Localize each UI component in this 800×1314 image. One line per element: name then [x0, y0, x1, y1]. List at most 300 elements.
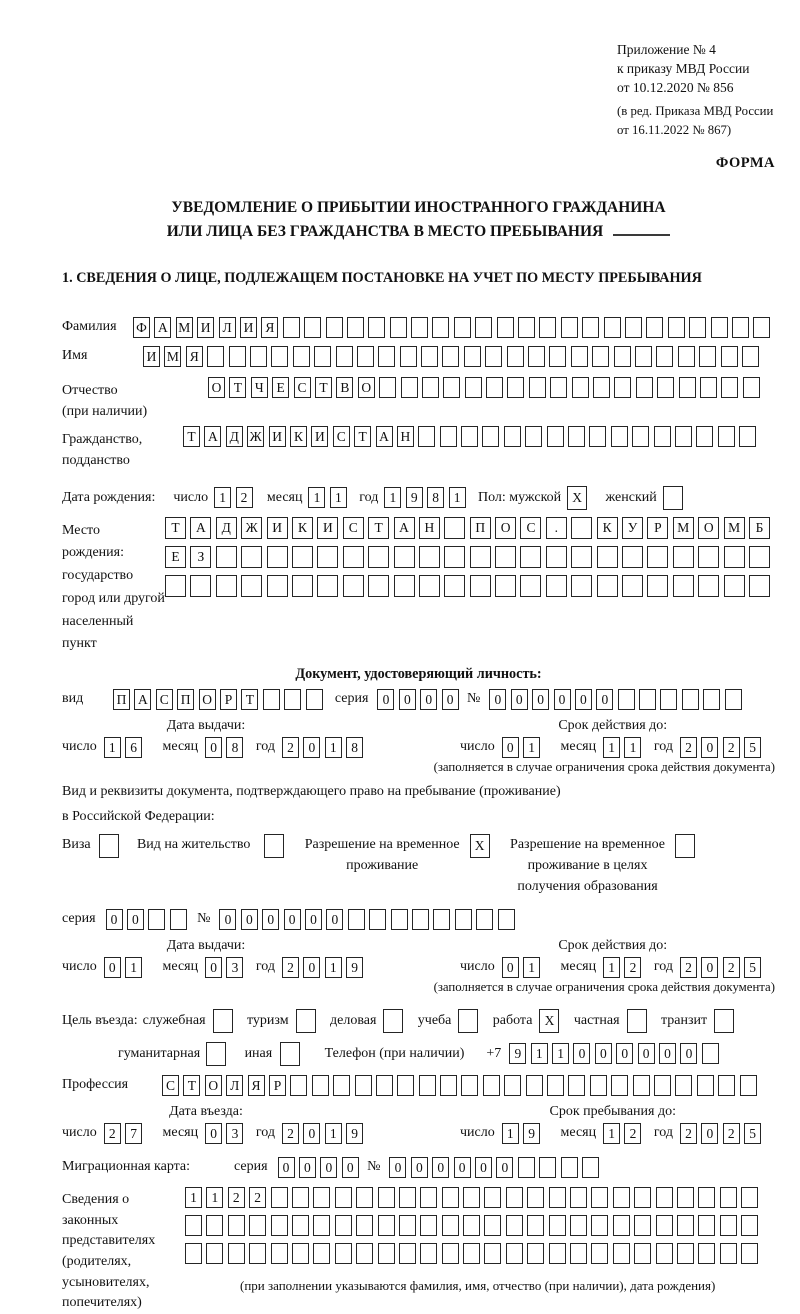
char-cell[interactable] [271, 1187, 288, 1208]
char-cell[interactable] [348, 909, 365, 930]
char-cell[interactable] [378, 1187, 395, 1208]
char-cell[interactable]: 9 [509, 1043, 526, 1064]
char-cell[interactable]: А [190, 517, 211, 539]
char-cell[interactable] [391, 909, 408, 930]
char-cell[interactable]: 9 [406, 487, 423, 508]
char-cell[interactable] [418, 426, 435, 447]
char-cell[interactable]: 0 [454, 1157, 471, 1178]
char-cell[interactable] [656, 1243, 673, 1264]
char-cell[interactable]: Т [241, 689, 258, 710]
char-cell[interactable] [614, 377, 631, 398]
checkbox-cell[interactable] [714, 1009, 734, 1033]
char-cell[interactable]: Р [647, 517, 668, 539]
char-cell[interactable] [433, 909, 450, 930]
char-cell[interactable]: . [546, 517, 567, 539]
char-cell[interactable] [675, 426, 692, 447]
char-cell[interactable]: 2 [282, 737, 299, 758]
char-cell[interactable]: Е [272, 377, 289, 398]
char-cell[interactable]: К [290, 426, 307, 447]
char-cell[interactable]: 0 [399, 689, 416, 710]
char-cell[interactable] [618, 689, 635, 710]
char-cell[interactable]: 0 [303, 957, 320, 978]
char-cell[interactable] [742, 346, 759, 367]
char-cell[interactable] [526, 1075, 543, 1096]
char-cell[interactable] [549, 1187, 566, 1208]
char-cell[interactable]: 0 [389, 1157, 406, 1178]
char-cell[interactable] [668, 317, 685, 338]
char-cell[interactable]: 1 [603, 1123, 620, 1144]
char-cell[interactable] [527, 1215, 544, 1236]
char-cell[interactable] [399, 1215, 416, 1236]
char-cell[interactable]: Т [165, 517, 186, 539]
char-cell[interactable]: 0 [303, 1123, 320, 1144]
char-cell[interactable] [314, 346, 331, 367]
char-cell[interactable] [356, 1243, 373, 1264]
char-cell[interactable] [570, 1215, 587, 1236]
char-cell[interactable]: И [311, 426, 328, 447]
char-cell[interactable] [475, 317, 492, 338]
char-cell[interactable] [347, 317, 364, 338]
char-cell[interactable]: 2 [249, 1187, 266, 1208]
char-cell[interactable] [476, 909, 493, 930]
char-cell[interactable] [696, 426, 713, 447]
char-cell[interactable] [525, 426, 542, 447]
checkbox-cell[interactable] [627, 1009, 647, 1033]
char-cell[interactable] [660, 689, 677, 710]
char-cell[interactable] [376, 1075, 393, 1096]
char-cell[interactable] [148, 909, 165, 930]
char-cell[interactable] [461, 426, 478, 447]
char-cell[interactable] [725, 689, 742, 710]
char-cell[interactable] [604, 317, 621, 338]
char-cell[interactable]: 0 [502, 957, 519, 978]
char-cell[interactable]: Д [216, 517, 237, 539]
char-cell[interactable] [506, 1187, 523, 1208]
char-cell[interactable] [571, 575, 592, 597]
char-cell[interactable] [304, 317, 321, 338]
char-cell[interactable]: 2 [104, 1123, 121, 1144]
char-cell[interactable] [549, 1243, 566, 1264]
char-cell[interactable]: Н [419, 517, 440, 539]
char-cell[interactable]: 0 [489, 689, 506, 710]
char-cell[interactable] [700, 377, 717, 398]
char-cell[interactable]: 1 [384, 487, 401, 508]
char-cell[interactable] [656, 1187, 673, 1208]
char-cell[interactable]: 1 [531, 1043, 548, 1064]
char-cell[interactable]: 0 [104, 957, 121, 978]
char-cell[interactable]: Ч [251, 377, 268, 398]
char-cell[interactable] [284, 689, 301, 710]
char-cell[interactable] [590, 1075, 607, 1096]
char-cell[interactable]: 9 [346, 957, 363, 978]
char-cell[interactable] [721, 346, 738, 367]
char-cell[interactable]: 0 [575, 689, 592, 710]
char-cell[interactable]: 1 [552, 1043, 569, 1064]
char-cell[interactable] [507, 346, 524, 367]
char-cell[interactable] [679, 377, 696, 398]
char-cell[interactable] [422, 377, 439, 398]
char-cell[interactable] [454, 317, 471, 338]
char-cell[interactable] [271, 1243, 288, 1264]
char-cell[interactable]: 0 [127, 909, 144, 930]
char-cell[interactable] [399, 1187, 416, 1208]
char-cell[interactable] [421, 346, 438, 367]
char-cell[interactable]: К [292, 517, 313, 539]
char-cell[interactable] [461, 1075, 478, 1096]
char-cell[interactable]: 0 [638, 1043, 655, 1064]
char-cell[interactable]: 1 [325, 957, 342, 978]
char-cell[interactable]: А [154, 317, 171, 338]
char-cell[interactable] [411, 317, 428, 338]
char-cell[interactable] [463, 1187, 480, 1208]
char-cell[interactable] [440, 426, 457, 447]
char-cell[interactable]: 0 [502, 737, 519, 758]
char-cell[interactable] [228, 1215, 245, 1236]
char-cell[interactable]: 0 [596, 689, 613, 710]
char-cell[interactable]: 8 [427, 487, 444, 508]
char-cell[interactable] [613, 1187, 630, 1208]
char-cell[interactable] [699, 346, 716, 367]
char-cell[interactable] [263, 689, 280, 710]
char-cell[interactable] [568, 426, 585, 447]
char-cell[interactable] [740, 1075, 757, 1096]
char-cell[interactable] [639, 689, 656, 710]
char-cell[interactable]: О [205, 1075, 222, 1096]
char-cell[interactable] [724, 546, 745, 568]
char-cell[interactable] [216, 546, 237, 568]
char-cell[interactable] [682, 689, 699, 710]
char-cell[interactable]: 0 [205, 737, 222, 758]
char-cell[interactable]: 0 [420, 689, 437, 710]
checkbox-cell[interactable]: X [539, 1009, 559, 1033]
char-cell[interactable]: Ж [247, 426, 264, 447]
char-cell[interactable]: 0 [205, 1123, 222, 1144]
char-cell[interactable] [455, 909, 472, 930]
char-cell[interactable] [711, 317, 728, 338]
char-cell[interactable]: О [698, 517, 719, 539]
char-cell[interactable] [379, 377, 396, 398]
char-cell[interactable] [507, 377, 524, 398]
char-cell[interactable] [529, 377, 546, 398]
char-cell[interactable] [290, 1075, 307, 1096]
char-cell[interactable] [378, 1215, 395, 1236]
checkbox-cell[interactable] [213, 1009, 233, 1033]
char-cell[interactable]: 2 [624, 1123, 641, 1144]
char-cell[interactable]: 0 [680, 1043, 697, 1064]
char-cell[interactable] [720, 1243, 737, 1264]
char-cell[interactable]: Ж [241, 517, 262, 539]
char-cell[interactable] [482, 426, 499, 447]
char-cell[interactable]: С [156, 689, 173, 710]
char-cell[interactable]: 1 [449, 487, 466, 508]
char-cell[interactable] [570, 1243, 587, 1264]
char-cell[interactable] [241, 546, 262, 568]
char-cell[interactable] [432, 317, 449, 338]
char-cell[interactable]: П [177, 689, 194, 710]
char-cell[interactable] [589, 426, 606, 447]
char-cell[interactable]: 0 [496, 1157, 513, 1178]
char-cell[interactable] [335, 1243, 352, 1264]
char-cell[interactable] [271, 1215, 288, 1236]
char-cell[interactable] [442, 1243, 459, 1264]
char-cell[interactable] [697, 1075, 714, 1096]
char-cell[interactable] [739, 426, 756, 447]
char-cell[interactable] [206, 1243, 223, 1264]
char-cell[interactable] [368, 546, 389, 568]
char-cell[interactable] [378, 1243, 395, 1264]
char-cell[interactable] [207, 346, 224, 367]
char-cell[interactable]: Я [248, 1075, 265, 1096]
char-cell[interactable] [464, 346, 481, 367]
char-cell[interactable] [497, 317, 514, 338]
char-cell[interactable] [442, 1187, 459, 1208]
char-cell[interactable] [622, 575, 643, 597]
char-cell[interactable]: 2 [680, 1123, 697, 1144]
char-cell[interactable] [657, 377, 674, 398]
char-cell[interactable] [549, 346, 566, 367]
char-cell[interactable]: 5 [744, 1123, 761, 1144]
char-cell[interactable] [356, 1187, 373, 1208]
char-cell[interactable]: Р [220, 689, 237, 710]
char-cell[interactable]: 2 [680, 957, 697, 978]
char-cell[interactable] [632, 426, 649, 447]
char-cell[interactable] [654, 426, 671, 447]
char-cell[interactable] [527, 1187, 544, 1208]
char-cell[interactable]: 0 [554, 689, 571, 710]
char-cell[interactable] [249, 1215, 266, 1236]
char-cell[interactable]: 0 [303, 737, 320, 758]
char-cell[interactable] [718, 1075, 735, 1096]
char-cell[interactable] [656, 346, 673, 367]
char-cell[interactable]: 1 [603, 737, 620, 758]
char-cell[interactable]: 2 [236, 487, 253, 508]
char-cell[interactable] [250, 346, 267, 367]
char-cell[interactable] [702, 1043, 719, 1064]
char-cell[interactable] [518, 317, 535, 338]
char-cell[interactable] [724, 575, 745, 597]
char-cell[interactable] [313, 1243, 330, 1264]
char-cell[interactable]: 0 [320, 1157, 337, 1178]
char-cell[interactable] [698, 546, 719, 568]
char-cell[interactable]: Б [749, 517, 770, 539]
checkbox-cell[interactable] [383, 1009, 403, 1033]
char-cell[interactable] [732, 317, 749, 338]
char-cell[interactable] [394, 575, 415, 597]
char-cell[interactable]: 2 [680, 737, 697, 758]
char-cell[interactable] [698, 1243, 715, 1264]
char-cell[interactable]: 1 [624, 737, 641, 758]
char-cell[interactable] [698, 1187, 715, 1208]
char-cell[interactable] [442, 1215, 459, 1236]
char-cell[interactable] [718, 426, 735, 447]
char-cell[interactable]: А [394, 517, 415, 539]
char-cell[interactable]: 6 [125, 737, 142, 758]
char-cell[interactable]: 1 [325, 737, 342, 758]
char-cell[interactable] [656, 1215, 673, 1236]
checkbox-cell[interactable] [296, 1009, 316, 1033]
char-cell[interactable] [633, 1075, 650, 1096]
char-cell[interactable]: 0 [701, 1123, 718, 1144]
char-cell[interactable]: 8 [346, 737, 363, 758]
char-cell[interactable]: 8 [226, 737, 243, 758]
char-cell[interactable] [625, 317, 642, 338]
char-cell[interactable] [444, 575, 465, 597]
char-cell[interactable]: 1 [125, 957, 142, 978]
char-cell[interactable]: М [164, 346, 181, 367]
char-cell[interactable]: 2 [723, 957, 740, 978]
char-cell[interactable]: Т [354, 426, 371, 447]
char-cell[interactable] [698, 1215, 715, 1236]
char-cell[interactable] [646, 317, 663, 338]
char-cell[interactable] [249, 1243, 266, 1264]
char-cell[interactable] [749, 575, 770, 597]
char-cell[interactable] [440, 1075, 457, 1096]
char-cell[interactable] [419, 1075, 436, 1096]
char-cell[interactable] [390, 317, 407, 338]
char-cell[interactable]: 1 [502, 1123, 519, 1144]
char-cell[interactable] [165, 575, 186, 597]
char-cell[interactable]: О [495, 517, 516, 539]
char-cell[interactable] [504, 426, 521, 447]
char-cell[interactable]: К [597, 517, 618, 539]
char-cell[interactable] [343, 546, 364, 568]
char-cell[interactable]: 9 [523, 1123, 540, 1144]
char-cell[interactable]: С [520, 517, 541, 539]
checkbox-cell[interactable] [675, 834, 695, 858]
char-cell[interactable] [741, 1215, 758, 1236]
char-cell[interactable] [267, 546, 288, 568]
char-cell[interactable]: И [197, 317, 214, 338]
char-cell[interactable] [292, 546, 313, 568]
char-cell[interactable] [470, 575, 491, 597]
char-cell[interactable] [170, 909, 187, 930]
char-cell[interactable] [486, 377, 503, 398]
char-cell[interactable] [206, 1215, 223, 1236]
char-cell[interactable] [634, 1215, 651, 1236]
char-cell[interactable]: 1 [603, 957, 620, 978]
char-cell[interactable] [463, 1243, 480, 1264]
char-cell[interactable] [546, 575, 567, 597]
char-cell[interactable]: 0 [278, 1157, 295, 1178]
char-cell[interactable] [419, 546, 440, 568]
char-cell[interactable]: 0 [411, 1157, 428, 1178]
char-cell[interactable] [470, 546, 491, 568]
char-cell[interactable]: 1 [206, 1187, 223, 1208]
char-cell[interactable] [720, 1187, 737, 1208]
char-cell[interactable]: 2 [282, 957, 299, 978]
char-cell[interactable] [743, 377, 760, 398]
char-cell[interactable]: Т [183, 1075, 200, 1096]
char-cell[interactable]: 2 [723, 1123, 740, 1144]
char-cell[interactable] [570, 1187, 587, 1208]
char-cell[interactable]: 0 [432, 1157, 449, 1178]
char-cell[interactable]: О [199, 689, 216, 710]
char-cell[interactable]: 0 [205, 957, 222, 978]
char-cell[interactable]: М [724, 517, 745, 539]
checkbox-cell[interactable] [99, 834, 119, 858]
char-cell[interactable] [420, 1243, 437, 1264]
char-cell[interactable] [394, 546, 415, 568]
char-cell[interactable]: О [208, 377, 225, 398]
char-cell[interactable]: 2 [282, 1123, 299, 1144]
char-cell[interactable] [397, 1075, 414, 1096]
char-cell[interactable]: 9 [346, 1123, 363, 1144]
char-cell[interactable] [568, 1075, 585, 1096]
char-cell[interactable] [369, 909, 386, 930]
char-cell[interactable] [571, 546, 592, 568]
char-cell[interactable] [703, 689, 720, 710]
char-cell[interactable]: 0 [616, 1043, 633, 1064]
char-cell[interactable]: М [673, 517, 694, 539]
char-cell[interactable] [229, 346, 246, 367]
char-cell[interactable]: И [317, 517, 338, 539]
char-cell[interactable] [749, 546, 770, 568]
char-cell[interactable] [216, 575, 237, 597]
char-cell[interactable]: 0 [377, 689, 394, 710]
char-cell[interactable] [520, 546, 541, 568]
char-cell[interactable]: 1 [325, 1123, 342, 1144]
char-cell[interactable] [190, 575, 211, 597]
char-cell[interactable] [582, 1157, 599, 1178]
char-cell[interactable] [611, 426, 628, 447]
char-cell[interactable] [271, 346, 288, 367]
char-cell[interactable] [571, 346, 588, 367]
char-cell[interactable] [518, 1157, 535, 1178]
char-cell[interactable]: П [470, 517, 491, 539]
char-cell[interactable] [572, 377, 589, 398]
char-cell[interactable]: З [190, 546, 211, 568]
char-cell[interactable] [591, 1187, 608, 1208]
char-cell[interactable]: 0 [595, 1043, 612, 1064]
char-cell[interactable] [444, 546, 465, 568]
char-cell[interactable]: 0 [573, 1043, 590, 1064]
char-cell[interactable] [495, 546, 516, 568]
char-cell[interactable] [465, 377, 482, 398]
char-cell[interactable]: 3 [226, 1123, 243, 1144]
char-cell[interactable]: 0 [241, 909, 258, 930]
checkbox-cell[interactable] [264, 834, 284, 858]
char-cell[interactable] [420, 1215, 437, 1236]
char-cell[interactable] [292, 1187, 309, 1208]
char-cell[interactable] [412, 909, 429, 930]
char-cell[interactable] [654, 1075, 671, 1096]
char-cell[interactable] [741, 1243, 758, 1264]
char-cell[interactable] [378, 346, 395, 367]
char-cell[interactable]: У [622, 517, 643, 539]
char-cell[interactable] [185, 1215, 202, 1236]
char-cell[interactable] [520, 575, 541, 597]
char-cell[interactable] [539, 1157, 556, 1178]
char-cell[interactable] [547, 426, 564, 447]
char-cell[interactable] [720, 1215, 737, 1236]
char-cell[interactable]: С [162, 1075, 179, 1096]
char-cell[interactable]: 5 [744, 957, 761, 978]
char-cell[interactable]: 7 [125, 1123, 142, 1144]
char-cell[interactable]: И [240, 317, 257, 338]
char-cell[interactable] [689, 317, 706, 338]
char-cell[interactable] [506, 1215, 523, 1236]
char-cell[interactable] [283, 317, 300, 338]
char-cell[interactable]: Я [186, 346, 203, 367]
char-cell[interactable]: Р [269, 1075, 286, 1096]
char-cell[interactable]: Т [315, 377, 332, 398]
char-cell[interactable] [593, 377, 610, 398]
char-cell[interactable] [292, 575, 313, 597]
char-cell[interactable] [293, 346, 310, 367]
char-cell[interactable] [343, 575, 364, 597]
char-cell[interactable] [677, 1243, 694, 1264]
char-cell[interactable]: 0 [442, 689, 459, 710]
